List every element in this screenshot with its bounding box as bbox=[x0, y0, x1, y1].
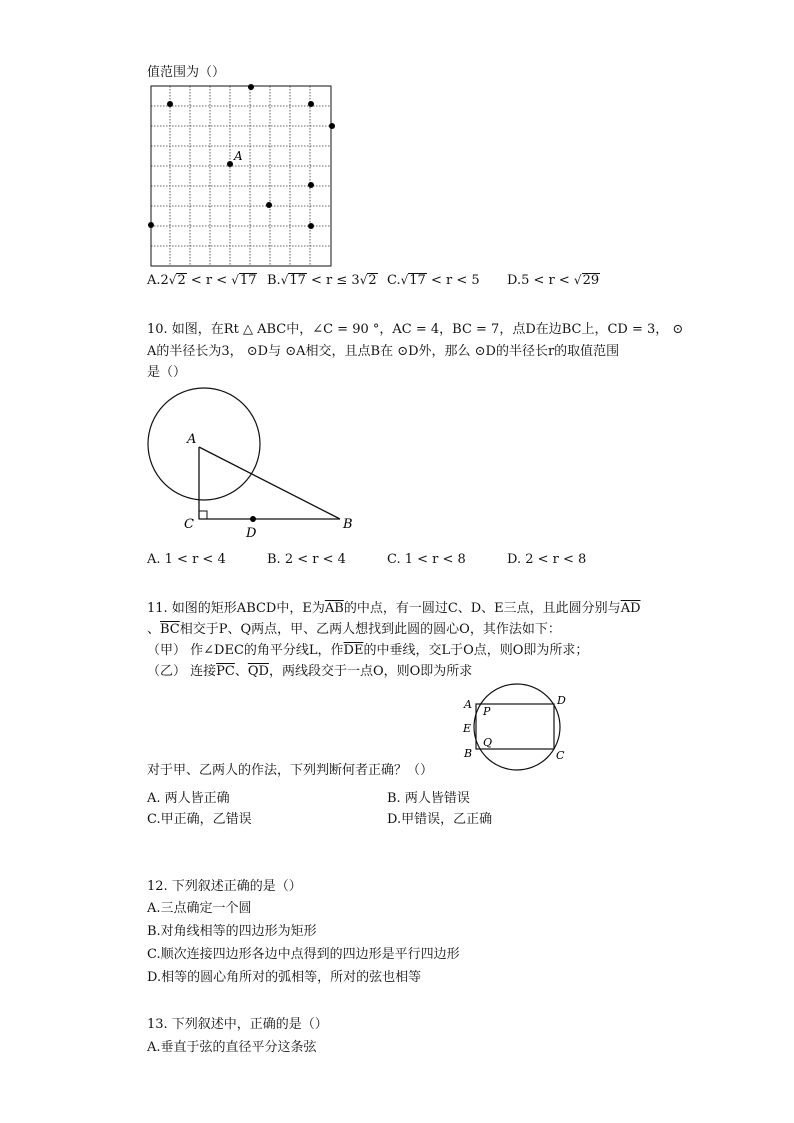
grid-border bbox=[151, 86, 331, 266]
circle-through-cde bbox=[474, 684, 560, 770]
q10-option-b: B. 2 < r < 4 bbox=[267, 552, 346, 567]
point-d bbox=[250, 516, 256, 522]
q11-method-jia: （甲） 作∠DEC的角平分线L，作$\overline{DE}$的中垂线，交L于O点，则O即为所求； bbox=[147, 643, 589, 658]
segment-ab bbox=[199, 447, 340, 519]
q11-option-d: D.甲错误，乙正确 bbox=[387, 812, 493, 827]
q11-option-a: A. 两人皆正确 bbox=[147, 791, 230, 806]
q12-option-b: B.对角线相等的四边形为矩形 bbox=[147, 924, 317, 939]
q10-triangle-figure bbox=[140, 382, 370, 542]
q10-stem-line3: 是（） bbox=[147, 365, 187, 380]
q10-option-a: A. 1 < r < 4 bbox=[147, 552, 226, 567]
label-a: A bbox=[464, 698, 472, 711]
right-angle-mark bbox=[199, 511, 207, 519]
label-e: E bbox=[463, 722, 472, 735]
q12-option-c: C.顺次连接四边形各边中点得到的四边形是平行四边形 bbox=[147, 947, 460, 962]
label-p: P bbox=[483, 705, 491, 718]
q9-stem-tail: 值范围为（） bbox=[147, 65, 226, 80]
q13-stem: 13. 下列叙述中，正确的是（） bbox=[147, 1017, 328, 1032]
q12-option-d: D.相等的圆心角所对的弧相等，所对的弦也相等 bbox=[147, 970, 422, 985]
q10-stem-line2: A的半径长为3， ⊙D与 ⊙A相交，且点B在 ⊙D外，那么 ⊙D的半径长r的取值范围 bbox=[147, 344, 620, 359]
q9-option-d: D.5 < r < √29 bbox=[507, 273, 600, 288]
q11-option-b: B. 两人皆错误 bbox=[387, 791, 470, 806]
q11-rectangle-circle-figure bbox=[455, 682, 580, 778]
q12-stem: 12. 下列叙述正确的是（） bbox=[147, 879, 302, 894]
label-d: D bbox=[246, 526, 257, 541]
point-a-label: A bbox=[234, 149, 243, 163]
label-q: Q bbox=[483, 736, 493, 749]
label-c: C bbox=[184, 517, 194, 532]
label-c: C bbox=[556, 749, 565, 762]
q9-option-b: B.√17 < r ≤ 3√2 bbox=[267, 273, 377, 288]
q13-option-a: A.垂直于弦的直径平分这条弦 bbox=[147, 1040, 317, 1055]
label-a: A bbox=[187, 432, 197, 447]
circle-a bbox=[148, 388, 260, 500]
label-b: B bbox=[343, 517, 353, 532]
q12-option-a: A.三点确定一个圆 bbox=[147, 901, 252, 916]
q10-option-c: C. 1 < r < 8 bbox=[387, 552, 466, 567]
q10-option-d: D. 2 < r < 8 bbox=[507, 552, 587, 567]
grid-dotted-lines bbox=[151, 86, 331, 266]
q10-stem-line1: 10. 如图，在Rt △ ABC中，∠C = 90 °，AC = 4，BC = 7，点D在边BC上，CD = 3， ⊙ bbox=[147, 322, 684, 337]
q11-question: 对于甲、乙两人的作法，下列判断何者正确？（） bbox=[147, 763, 434, 778]
q9-option-a: A.2√2 < r < √17 bbox=[147, 273, 257, 288]
label-d: D bbox=[557, 694, 566, 707]
q9-option-c: C.√17 < r < 5 bbox=[387, 273, 480, 288]
label-b: B bbox=[464, 747, 473, 760]
q11-option-c: C.甲正确，乙错误 bbox=[147, 812, 252, 827]
q11-method-yi: （乙） 连接$\overline{PC}$、$\overline{QD}$，两线段交于一点O，则O即为所求 bbox=[147, 664, 473, 679]
q9-grid-figure bbox=[145, 82, 337, 268]
q11-stem-line2: 、$\overline{BC}$相交于P、Q两点，甲、乙两人想找到此圆的圆心O，其作法如下： bbox=[147, 622, 561, 637]
q11-stem-line1: 11. 如图的矩形ABCD中，E为$\overline{AB}$的中点，有一圆过C、D、E三点，且此圆分别与$\overline{AD}$ bbox=[147, 601, 641, 616]
